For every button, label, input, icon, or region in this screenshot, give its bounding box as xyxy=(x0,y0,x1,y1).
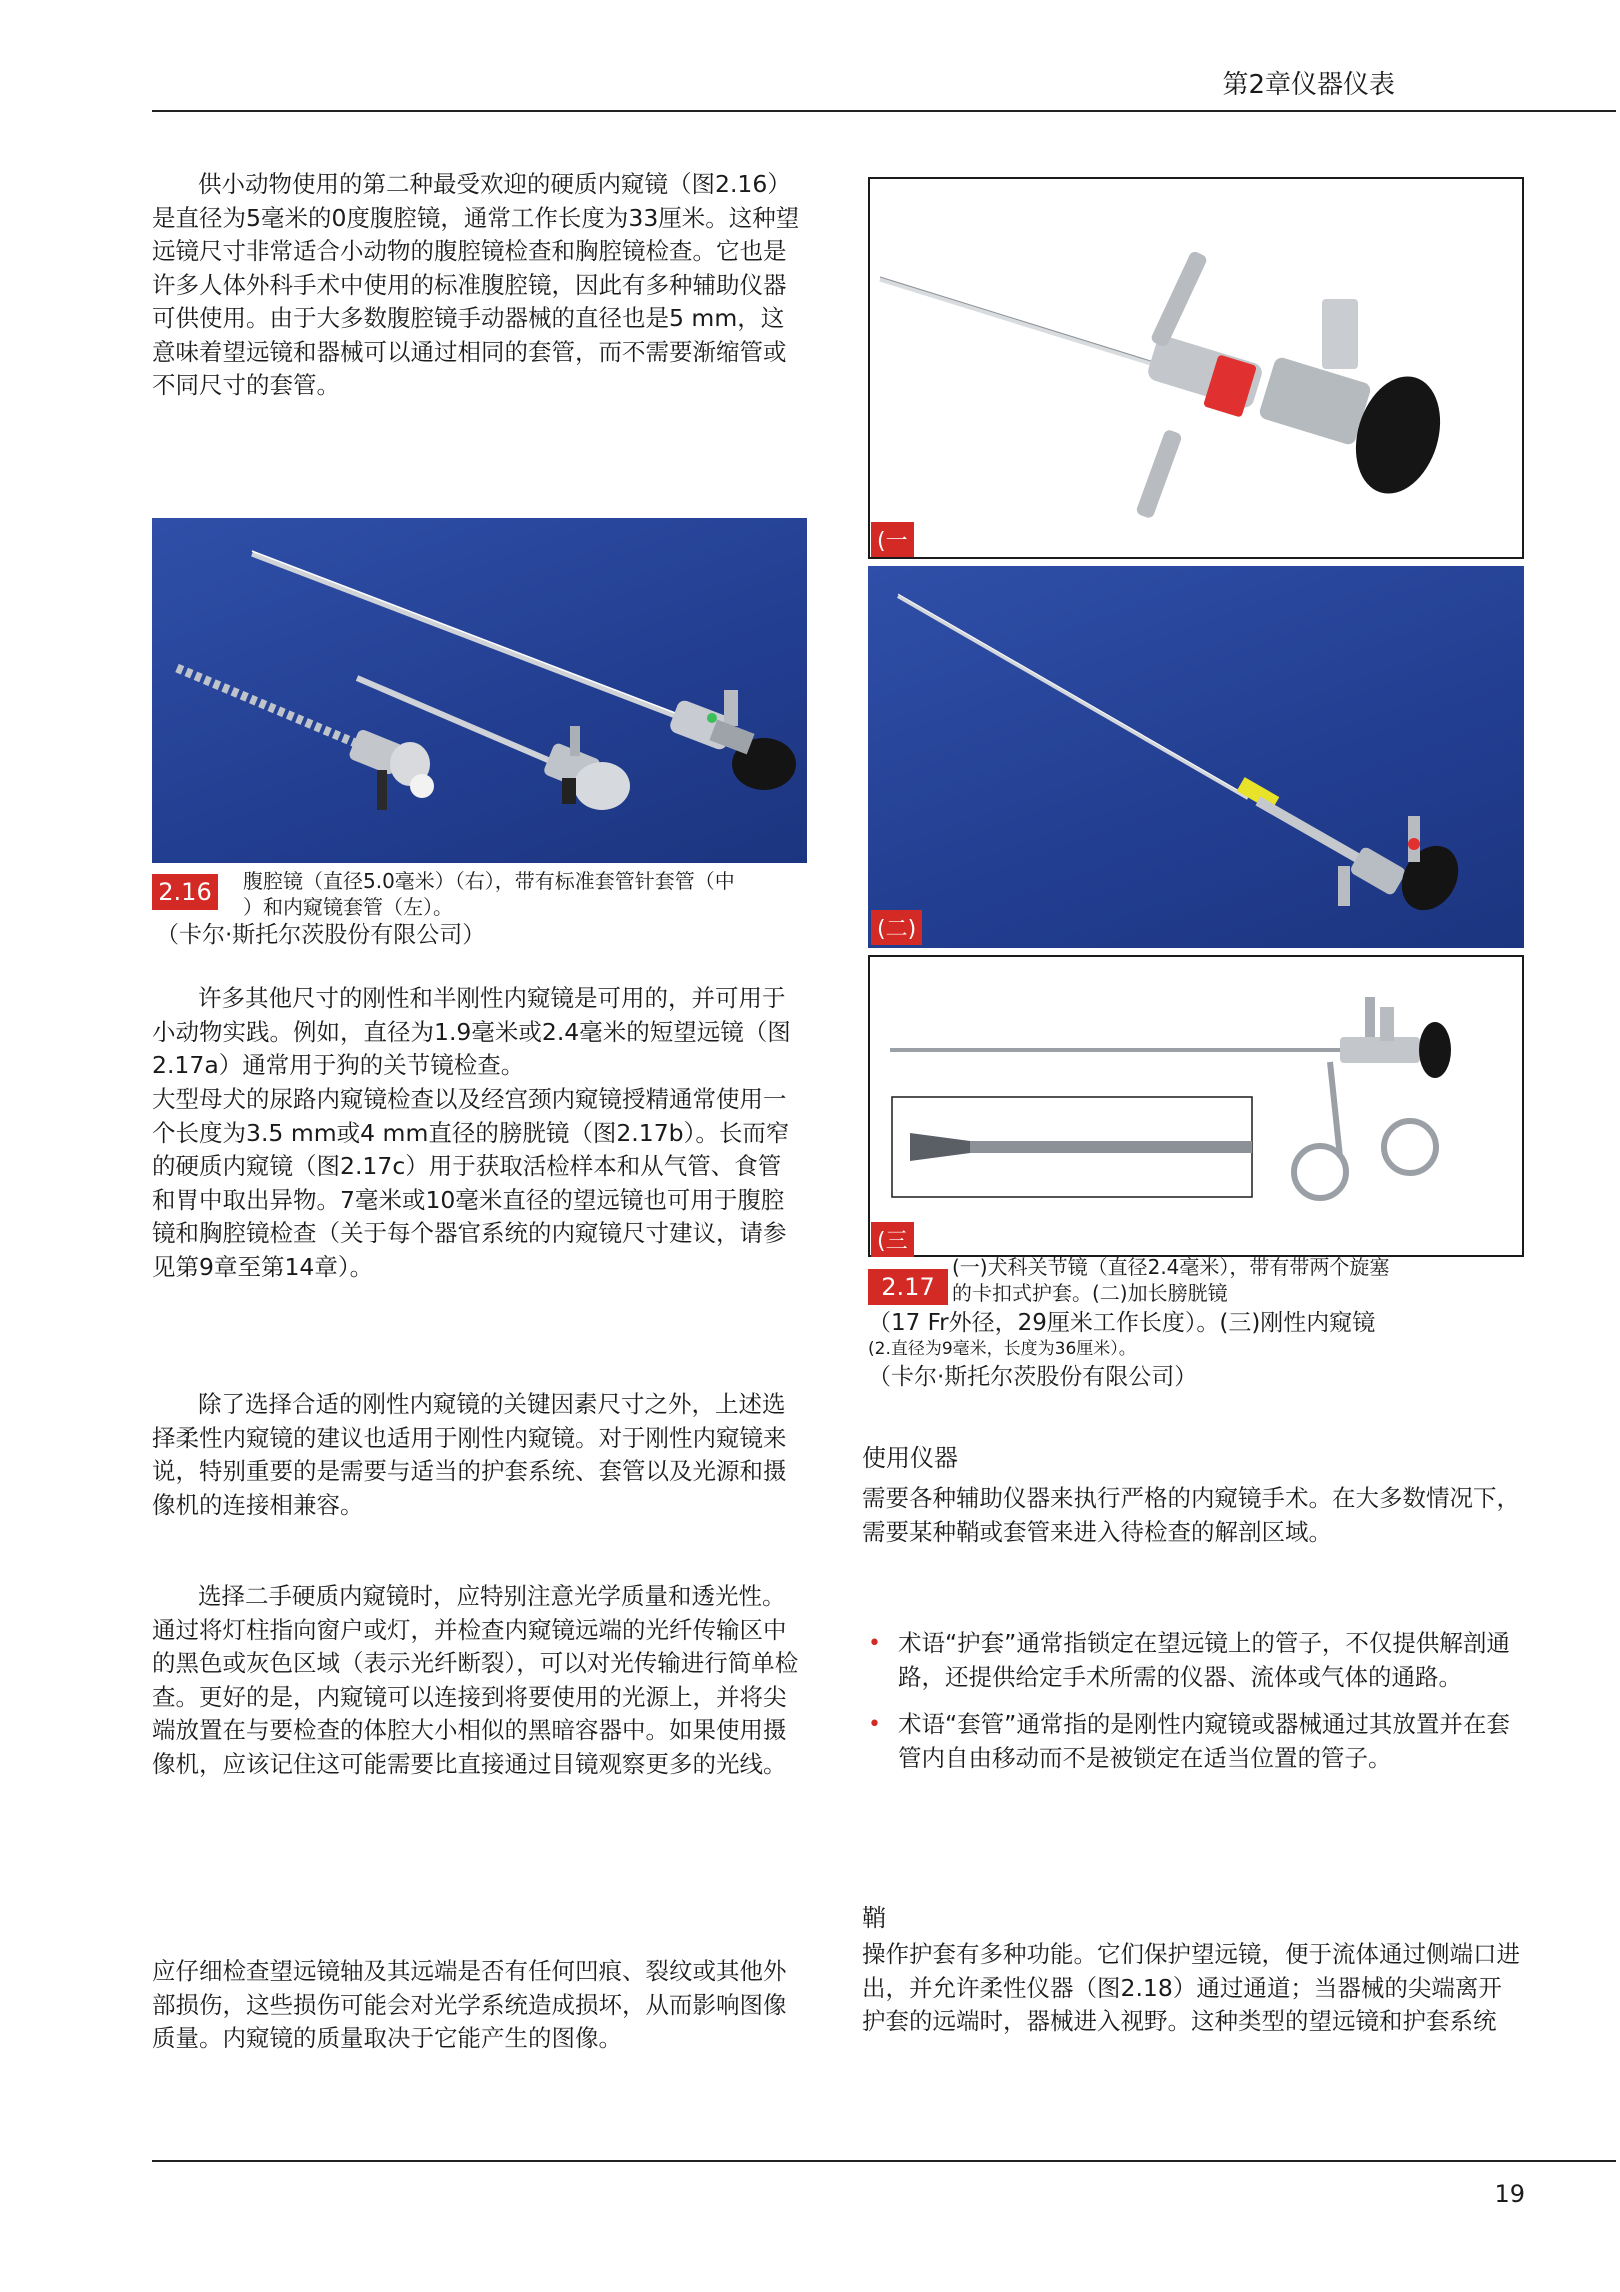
figure-2-17-caption-line1: (一)犬科关节镜（直径2.4毫米），带有带两个旋塞 xyxy=(952,1255,1390,1279)
left-paragraph-2b: 大型母犬的尿路内窥镜检查以及经宫颈内窥镜授精通常使用一个长度为3.5 mm或4 mm直径的膀胱镜（图2.17b）。长而窄的硬质内窥镜（图2.17c）用于获取活检样本和从气管、食管和胃中取出异物。7毫米或10毫米直径的望远镜也可用于腹腔镜和胸腔镜检查（关于每个器官系统的内窥镜尺寸建议，请参见第9章至第14章）。 xyxy=(152,1085,790,1281)
figure-2-16-caption xyxy=(243,868,813,920)
figure-2-17c-tag: (三 xyxy=(871,1222,914,1257)
figure-2-17a-tag: (一 xyxy=(871,522,914,557)
header-rule xyxy=(152,110,1616,112)
left-paragraph-5: 应仔细检查望远镜轴及其远端是否有任何凹痕、裂纹或其他外部损伤，这些损伤可能会对光学系统造成损坏，从而影响图像质量。内窥镜的质量取决于它能产生的图像。 xyxy=(152,1957,787,2052)
left-paragraph-4: 选择二手硬质内窥镜时，应特别注意光学质量和透光性。通过将灯柱指向窗户或灯，并检查内窥镜远端的光纤传输区中的黑色或灰色区域（表示光纤断裂），可以对光传输进行简单检查。更好的是，内窥镜可以连接到将要使用的光源上，并将尖端放置在与要检查的体腔大小相似的黑暗容器中。如果使用摄像机，应该记住这可能需要比直接通过目镜观察更多的光线。 xyxy=(152,1582,799,1778)
right-paragraph-2: 操作护套有多种功能。它们保护望远镜，便于流体通过侧端口进出，并允许柔性仪器（图2.18）通过通道；当器械的尖端离开护套的远端时，器械进入视野。这种类型的望远镜和护套系统 xyxy=(862,1940,1520,2035)
figure-2-17-caption-line4: (2.直径为9毫米，长度为36厘米）。 xyxy=(868,1339,1136,1359)
left-paragraph-3: 除了选择合适的刚性内窥镜的关键因素尺寸之外，上述选择柔性内窥镜的建议也适用于刚性内窥镜。对于刚性内窥镜来说，特别重要的是需要与适当的护套系统、套管以及光源和摄像机的连接相兼容。 xyxy=(152,1390,787,1519)
figure-2-16-caption-line2: ）和内窥镜套管（左）。 xyxy=(243,895,453,919)
list-item xyxy=(862,1708,1522,1775)
figure-2-17-credit: （卡尔·斯托尔茨股份有限公司） xyxy=(868,1364,1198,1390)
bullet-icon: • xyxy=(868,1631,881,1656)
page-number: 19 xyxy=(1494,2180,1525,2208)
figure-2-17b-tag: (二) xyxy=(871,910,922,945)
figure-2-17-caption-line3: （17 Fr外径，29厘米工作长度）。(三)刚性内窥镜 xyxy=(868,1310,1376,1336)
chapter-header: 第2章仪器仪表 xyxy=(1222,70,1395,100)
figure-2-17-caption-line2: 的卡扣式护套。(二)加长膀胱镜 xyxy=(952,1281,1228,1305)
section-heading-instruments: 使用仪器 xyxy=(862,1444,958,1472)
bullet-icon: • xyxy=(868,1712,881,1737)
figure-2-17-caption-top xyxy=(952,1254,1532,1306)
terminology-list xyxy=(862,1627,1522,1789)
list-item-text: 术语“护套”通常指锁定在望远镜上的管子，不仅提供解剖通路，还提供给定手术所需的仪器、流体或气体的通路。 xyxy=(898,1629,1510,1691)
figure-2-16-credit: （卡尔·斯托尔茨股份有限公司） xyxy=(156,922,486,948)
figure-2-17-label: 2.17 xyxy=(868,1269,948,1305)
list-item xyxy=(862,1627,1522,1694)
arthroscope-illustration xyxy=(870,179,1522,557)
laparoscope-illustration xyxy=(152,518,807,863)
footer-rule xyxy=(152,2160,1616,2162)
rigid-endoscope-illustration xyxy=(870,957,1522,1255)
figure-2-17b-photo xyxy=(868,566,1524,948)
figure-2-16-label: 2.16 xyxy=(152,874,218,910)
figure-2-17a-panel xyxy=(868,177,1524,559)
cystoscope-illustration xyxy=(868,566,1524,948)
section-heading-sheath: 鞘 xyxy=(862,1904,886,1932)
figure-2-16-caption-line1: 腹腔镜（直径5.0毫米）（右），带有标准套管针套管（中 xyxy=(243,869,735,893)
right-paragraph-1: 需要各种辅助仪器来执行严格的内窥镜手术。在大多数情况下，需要某种鞘或套管来进入待检查的解剖区域。 xyxy=(862,1484,1520,1546)
figure-2-16-photo xyxy=(152,518,807,863)
list-item-text: 术语“套管”通常指的是刚性内窥镜或器械通过其放置并在套管内自由移动而不是被锁定在适当位置的管子。 xyxy=(898,1710,1510,1772)
left-paragraph-1: 供小动物使用的第二种最受欢迎的硬质内窥镜（图2.16）是直径为5毫米的0度腹腔镜，通常工作长度为33厘米。这种望远镜尺寸非常适合小动物的腹腔镜检查和胸腔镜检查。它也是许多人体外科手术中使用的标准腹腔镜，因此有多种辅助仪器可供使用。由于大多数腹腔镜手动器械的直径也是5 mm，这意味着望远镜和器械可以通过相同的套管，而不需要渐缩管或不同尺寸的套管。 xyxy=(152,170,800,399)
figure-2-17c-panel xyxy=(868,955,1524,1257)
left-paragraph-2a: 许多其他尺寸的刚性和半刚性内窥镜是可用的，并可用于小动物实践。例如，直径为1.9毫米或2.4毫米的短望远镜（图2.17a）通常用于狗的关节镜检查。 xyxy=(152,984,791,1079)
